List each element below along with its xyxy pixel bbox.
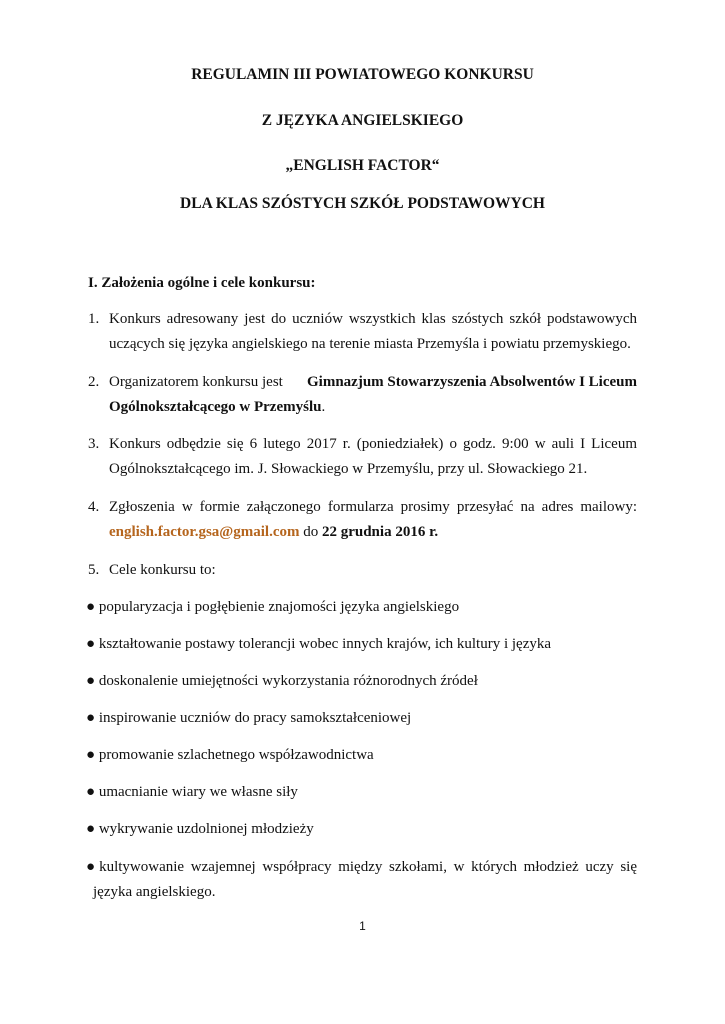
item-number: 4.	[88, 499, 100, 515]
item-number: 1.	[88, 311, 100, 327]
item-1-line-2: uczących się języka angielskiego na terenie miasta Przemyśla i powiatu przemyskiego.	[109, 336, 631, 352]
goal-text: umacnianie wiary we własne siły	[98, 784, 298, 800]
bullet-icon: ●	[86, 636, 96, 652]
goal-text: kształtowanie postawy tolerancji wobec innych krajów, ich kultury i języka	[98, 636, 552, 652]
list-item	[86, 746, 374, 764]
list-item	[86, 672, 478, 690]
item-number: 2.	[88, 374, 100, 390]
goal-last-line-2: języka angielskiego.	[93, 884, 216, 900]
item-4-line-1: Zgłoszenia w formie załączonego formularza prosimy przesyłać na adres mailowy:	[109, 499, 637, 515]
bullet-icon: ●	[86, 673, 96, 689]
list-item	[86, 709, 411, 727]
bullet-icon: ●	[86, 599, 96, 615]
item-number: 3.	[88, 436, 100, 452]
goal-text: wykrywanie uzdolnionej młodzieży	[98, 821, 314, 837]
goal-text: doskonalenie umiejętności wykorzystania różnorodnych źródeł	[98, 673, 478, 689]
title-line-1: REGULAMIN III POWIATOWEGO KONKURSU	[191, 66, 534, 83]
item-3-line-1: Konkurs odbędzie się 6 lutego 2017 r. (poniedziałek) o godz. 9:00 w auli I Liceum	[109, 436, 637, 452]
item-1-line-1: Konkurs adresowany jest do uczniów wszystkich klas szóstych szkół podstawowych	[109, 311, 637, 327]
item-2-period: .	[321, 399, 326, 415]
item-4-connector: do	[299, 524, 322, 540]
goal-last-line-1: kultywowanie wzajemnej współpracy między szkołami, w których młodzież uczy się	[99, 859, 637, 875]
bullet-icon: ●	[86, 747, 96, 763]
item-3-line-2: Ogólnokształcącego im. J. Słowackiego w Przemyślu, przy ul. Słowackiego 21.	[109, 461, 588, 477]
item-4-line-2	[109, 523, 438, 541]
title-line-2: Z JĘZYKA ANGIELSKIEGO	[261, 112, 464, 129]
bullet-icon: ●	[86, 784, 96, 800]
item-2-organizer-intro: Organizatorem konkursu jest	[109, 374, 283, 390]
section-heading: I. Założenia ogólne i cele konkursu:	[88, 275, 316, 291]
bullet-icon: ●	[86, 859, 96, 875]
item-2-organizer-name: Gimnazjum Stowarzyszenia Absolwentów I Liceum	[307, 374, 637, 390]
goal-text: popularyzacja i pogłębienie znajomości języka angielskiego	[98, 599, 460, 615]
item-2-organizer-name-cont: Ogólnokształcącego w Przemyślu	[109, 399, 322, 415]
item-5-line-1: Cele konkursu to:	[109, 562, 216, 578]
list-item	[86, 858, 637, 876]
item-2-line-1	[109, 373, 637, 391]
list-item	[86, 783, 298, 801]
title-line-3: „ENGLISH FACTOR“	[285, 157, 440, 174]
bullet-icon: ●	[86, 710, 96, 726]
goal-text: inspirowanie uczniów do pracy samokształceniowej	[98, 710, 412, 726]
page-number: 1	[359, 919, 366, 933]
email-link[interactable]: english.factor.gsa@gmail.com	[109, 524, 300, 540]
goal-text: promowanie szlachetnego współzawodnictwa	[98, 747, 374, 763]
item-4-deadline: 22 grudnia 2016 r.	[321, 524, 439, 540]
list-item	[86, 598, 459, 616]
item-2-line-2	[109, 398, 325, 416]
item-number: 5.	[88, 562, 100, 578]
list-item	[86, 820, 314, 838]
list-item	[86, 635, 551, 653]
title-line-4: DLA KLAS SZÓSTYCH SZKÓŁ PODSTAWOWYCH	[180, 195, 545, 212]
bullet-icon: ●	[86, 821, 96, 837]
